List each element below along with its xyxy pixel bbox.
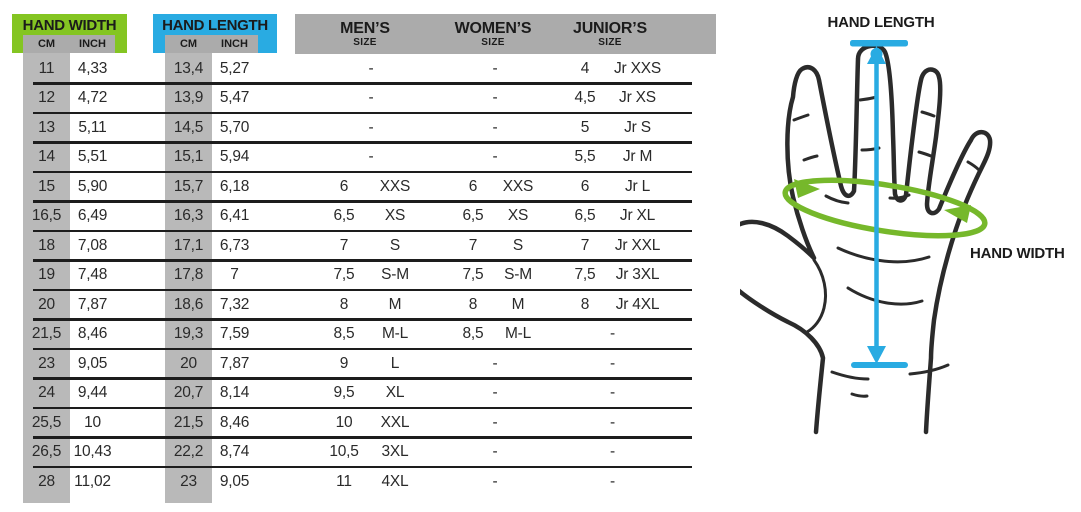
mens-size-value: - (368, 148, 374, 166)
mens-size-label: M (388, 295, 402, 313)
hand-length-cm-value: 17,8 (173, 266, 204, 284)
hand-width-cm-value: 18 (38, 236, 55, 254)
mens-size-value: - (368, 89, 374, 107)
mens-header (315, 20, 415, 48)
table-row (23, 290, 692, 320)
juniors-size-number: 7 (580, 236, 590, 254)
hand-length-diagram-label: HAND LENGTH (827, 14, 935, 31)
hand-width-cm-value: 23 (38, 354, 55, 372)
table-row (23, 231, 692, 261)
juniors-size-label: Jr 4XL (615, 295, 660, 313)
hand-length-inch-value: 6,18 (219, 177, 250, 195)
mens-size-label: XXS (379, 177, 411, 195)
juniors-header (550, 20, 670, 48)
table-row (23, 113, 692, 143)
womens-size-value: - (492, 354, 498, 372)
mens-size-label: 3XL (381, 443, 409, 461)
mens-size-number: 8 (339, 295, 349, 313)
hand-width-cm-label: CM (37, 38, 56, 50)
table-row (23, 320, 692, 350)
hand-length-cm-value: 13,4 (173, 59, 204, 77)
mens-size-number: 6,5 (333, 207, 355, 225)
juniors-size-value: - (610, 325, 615, 343)
hand-width-cm-value: 19 (38, 266, 55, 284)
hand-width-inch-value: 5,90 (77, 177, 108, 195)
table-row (23, 143, 692, 173)
hand-length-title: HAND LENGTH (162, 17, 268, 34)
womens-size-value: - (492, 472, 498, 490)
hand-width-cm-value: 24 (38, 384, 55, 402)
mens-size-number: 8,5 (333, 325, 355, 343)
hand-length-header (153, 14, 277, 53)
table-body (23, 54, 692, 497)
juniors-size-label: Jr M (622, 148, 653, 166)
hand-length-cm-value: 23 (180, 472, 197, 490)
hand-illustration (740, 0, 1081, 512)
hand-width-inch-value: 10 (84, 413, 101, 431)
womens-size-value: - (492, 118, 498, 136)
hand-width-cm-value: 26,5 (31, 443, 62, 461)
juniors-size-value: - (610, 354, 615, 372)
womens-size-number: 8 (468, 295, 478, 313)
womens-size-label: S-M (504, 266, 532, 284)
hand-width-cm-value: 28 (38, 472, 55, 490)
hand-length-inch-value: 5,94 (219, 148, 250, 166)
mens-size-label: XL (385, 384, 405, 402)
hand-length-inch-value: 8,14 (219, 384, 250, 402)
mens-size-number: 6 (339, 177, 349, 195)
hand-length-cm-value: 14,5 (173, 118, 204, 136)
hand-length-cm-value: 21,5 (173, 413, 204, 431)
hand-length-inch-value: 5,70 (219, 118, 250, 136)
womens-header (438, 20, 548, 48)
mens-size-number: 9 (339, 354, 349, 372)
mens-size-label: S-M (381, 266, 409, 284)
hand-length-inch-value: 7,87 (219, 354, 250, 372)
juniors-size-number: 4,5 (574, 89, 596, 107)
hand-width-unit-band (23, 35, 115, 53)
womens-size-value: - (492, 89, 498, 107)
table-row (23, 202, 692, 232)
table-row (23, 467, 692, 497)
womens-size-value: - (492, 148, 498, 166)
juniors-size-label: Jr 3XL (615, 266, 660, 284)
juniors-subtitle: SIZE (598, 37, 622, 48)
table-row (23, 54, 692, 84)
juniors-size-label: Jr L (624, 177, 651, 195)
table-row (23, 172, 692, 202)
mens-size-number: 10 (335, 413, 353, 431)
hand-width-inch-value: 4,72 (77, 89, 108, 107)
juniors-size-label: Jr XXL (614, 236, 661, 254)
hand-length-cm-value: 16,3 (173, 207, 204, 225)
hand-length-cm-value: 22,2 (173, 443, 204, 461)
womens-size-value: - (492, 413, 498, 431)
juniors-size-value: - (610, 413, 615, 431)
mens-subtitle: SIZE (353, 37, 377, 48)
hand-width-inch-value: 9,44 (77, 384, 108, 402)
hand-length-cm-value: 13,9 (173, 89, 204, 107)
hand-width-header (12, 14, 127, 53)
womens-size-label: M-L (504, 325, 532, 343)
hand-length-cm-value: 15,7 (173, 177, 204, 195)
hand-width-inch-value: 7,87 (77, 295, 108, 313)
hand-width-cm-value: 15 (38, 177, 55, 195)
hand-width-title: HAND WIDTH (22, 17, 117, 34)
womens-size-number: 6 (468, 177, 478, 195)
mens-size-label: S (389, 236, 401, 254)
hand-width-inch-value: 7,08 (77, 236, 108, 254)
hand-length-cm-value: 15,1 (173, 148, 204, 166)
juniors-size-value: - (610, 443, 615, 461)
hand-length-inch-value: 7,32 (219, 295, 250, 313)
juniors-size-number: 4 (580, 59, 590, 77)
hand-length-inch-value: 7,59 (219, 325, 250, 343)
hand-width-inch-value: 6,49 (77, 207, 108, 225)
table-row (23, 261, 692, 291)
womens-title: WOMEN’S (454, 20, 532, 37)
hand-length-cm-value: 20,7 (173, 384, 204, 402)
womens-size-label: M (511, 295, 525, 313)
hand-length-inch-label: INCH (221, 38, 248, 50)
sizes-header-band (295, 14, 716, 54)
juniors-size-number: 5,5 (574, 148, 596, 166)
juniors-size-label: Jr XXS (613, 59, 662, 77)
hand-width-cm-value: 12 (38, 89, 55, 107)
hand-width-inch-value: 10,43 (73, 443, 112, 461)
womens-size-number: 7 (468, 236, 478, 254)
table-row (23, 379, 692, 409)
mens-size-label: XS (384, 207, 406, 225)
hand-width-inch-value: 9,05 (77, 354, 108, 372)
hand-width-diagram-label: HAND WIDTH (970, 245, 1065, 262)
hand-width-cm-value: 20 (38, 295, 55, 313)
mens-size-number: 7 (339, 236, 349, 254)
table-row (23, 438, 692, 468)
juniors-size-number: 6 (580, 177, 590, 195)
table-row (23, 408, 692, 438)
juniors-size-label: Jr XL (619, 207, 656, 225)
mens-size-value: - (368, 118, 374, 136)
hand-length-inch-value: 8,74 (219, 443, 250, 461)
mens-size-label: 4XL (381, 472, 409, 490)
womens-size-label: XXS (502, 177, 534, 195)
womens-size-number: 6,5 (462, 207, 484, 225)
hand-width-inch-value: 7,48 (77, 266, 108, 284)
womens-subtitle: SIZE (481, 37, 505, 48)
hand-length-inch-value: 8,46 (219, 413, 250, 431)
hand-length-unit-band (165, 35, 258, 53)
juniors-size-number: 6,5 (574, 207, 596, 225)
womens-size-label: S (512, 236, 524, 254)
juniors-size-number: 7,5 (574, 266, 596, 284)
juniors-size-label: Jr XS (619, 89, 656, 107)
mens-size-label: XXL (380, 413, 410, 431)
juniors-size-number: 8 (580, 295, 590, 313)
hand-width-inch-value: 5,11 (78, 118, 107, 136)
hand-width-inch-value: 8,46 (77, 325, 108, 343)
womens-size-value: - (492, 384, 498, 402)
womens-size-number: 7,5 (462, 266, 484, 284)
juniors-size-number: 5 (580, 118, 590, 136)
hand-length-cm-label: CM (179, 38, 198, 50)
womens-size-number: 8,5 (462, 325, 484, 343)
mens-size-number: 9,5 (333, 384, 355, 402)
hand-length-cm-value: 20 (180, 354, 197, 372)
hand-width-cm-value: 13 (38, 118, 55, 136)
womens-size-value: - (492, 443, 498, 461)
mens-size-value: - (368, 59, 374, 77)
hand-width-cm-value: 25,5 (31, 413, 62, 431)
mens-size-number: 10,5 (329, 443, 359, 461)
table-row (23, 349, 692, 379)
hand-length-cm-value: 18,6 (173, 295, 204, 313)
hand-length-inch-value: 5,47 (219, 89, 250, 107)
womens-size-label: XS (507, 207, 529, 225)
hand-width-cm-value: 16,5 (31, 207, 62, 225)
hand-length-inch-value: 9,05 (219, 472, 250, 490)
hand-width-inch-value: 5,51 (77, 148, 108, 166)
juniors-size-value: - (610, 472, 615, 490)
hand-length-inch-value: 6,73 (219, 236, 250, 254)
mens-size-number: 11 (336, 472, 352, 490)
mens-size-label: M-L (381, 325, 409, 343)
mens-title: MEN’S (340, 20, 390, 37)
hand-width-inch-value: 4,33 (77, 59, 108, 77)
juniors-size-value: - (610, 384, 615, 402)
juniors-title: JUNIOR’S (573, 20, 647, 37)
mens-size-number: 7,5 (333, 266, 355, 284)
hand-width-cm-value: 21,5 (31, 325, 62, 343)
hand-width-inch-label: INCH (79, 38, 106, 50)
hand-length-cm-value: 17,1 (173, 236, 204, 254)
hand-width-inch-value: 11,02 (74, 472, 111, 490)
hand-length-cm-value: 19,3 (173, 325, 204, 343)
table-row (23, 84, 692, 114)
hand-width-cm-value: 14 (38, 148, 55, 166)
juniors-size-label: Jr S (624, 118, 651, 136)
hand-width-cm-value: 11 (38, 59, 55, 77)
mens-size-label: L (390, 354, 400, 372)
hand-length-inch-value: 5,27 (219, 59, 250, 77)
hand-length-inch-value: 7 (230, 266, 239, 284)
womens-size-value: - (492, 59, 498, 77)
hand-length-inch-value: 6,41 (219, 207, 250, 225)
